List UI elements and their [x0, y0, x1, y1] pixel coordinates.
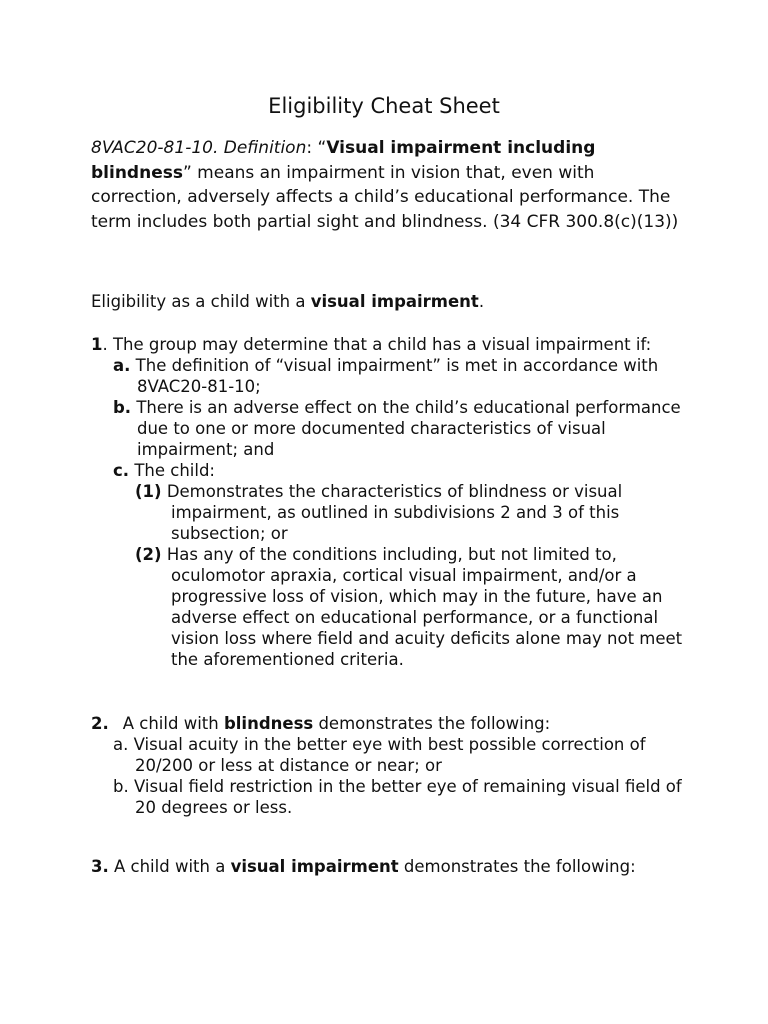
section-2-post: demonstrates the following: — [313, 714, 551, 733]
section-2-number: 2. — [91, 714, 109, 733]
section-1-subitem-1 — [135, 481, 691, 544]
section-3-post: demonstrates the following: — [398, 857, 636, 876]
page-title: Eligibility Cheat Sheet — [268, 94, 500, 118]
section-1 — [91, 334, 691, 670]
section-2 — [91, 713, 691, 818]
definition-colon: : — [306, 138, 318, 158]
section-2-lead — [91, 713, 691, 734]
eligibility-intro-end: . — [478, 292, 485, 311]
section-1-text: . The group may determine that a child has a visual impairment if: — [102, 335, 652, 354]
item-text: The definition of “visual impairment” is met in accordance with 8VAC20-81-10; — [135, 356, 659, 396]
section-1-item-a — [113, 355, 691, 397]
item-text: Visual acuity in the better eye with best possible correction of 20/200 or less at distance or near; or — [133, 735, 646, 775]
item-label: b. — [113, 398, 132, 417]
subitem-text: Demonstrates the characteristics of blindness or visual impairment, as outlined in subdivisions 2 and 3 of this subsection; or — [166, 482, 623, 543]
definition-paragraph — [91, 136, 681, 234]
section-3-pre: A child with a — [108, 857, 231, 876]
item-text: The child: — [134, 461, 215, 480]
definition-citation: 8VAC20-81-10. Definition — [91, 138, 307, 158]
definition-term: Visual impairment including blindness — [91, 138, 596, 183]
item-text: Visual field restriction in the better eye of remaining visual field of 20 degrees or less. — [133, 777, 682, 817]
eligibility-intro — [91, 291, 691, 312]
section-2-pre: A child with — [122, 714, 224, 733]
item-label: a. — [113, 735, 129, 754]
definition-text: ” means an impairment in vision that, even with correction, adversely affects a child’s educational performance. The term includes both partial sight and blindness. (34 CFR 300.8(c)(13)) — [91, 162, 679, 232]
section-1-number: 1 — [91, 335, 103, 354]
section-1-subitem-2 — [135, 544, 691, 670]
subitem-label: (1) — [135, 482, 162, 501]
section-2-item-a — [113, 734, 691, 776]
eligibility-intro-text: Eligibility as a child with a — [91, 292, 311, 311]
definition-open-quote: “ — [317, 138, 327, 158]
section-3 — [91, 856, 691, 877]
section-3-number: 3. — [91, 857, 109, 876]
item-text: There is an adverse effect on the child’s educational performance due to one or more documented characteristics of visual impairment; and — [136, 398, 681, 459]
item-label: b. — [113, 777, 129, 796]
item-label: a. — [113, 356, 131, 375]
subitem-label: (2) — [135, 545, 162, 564]
section-3-bold: visual impairment — [230, 857, 399, 876]
section-1-lead — [91, 334, 691, 355]
eligibility-intro-bold: visual impairment — [310, 292, 479, 311]
section-1-item-c — [113, 460, 691, 481]
section-2-bold: blindness — [223, 714, 314, 733]
section-1-item-b — [113, 397, 691, 460]
subitem-text: Has any of the conditions including, but not limited to, oculomotor apraxia, cortical visual impairment, and/or a progressive loss of vision, which may in the future, have an adverse effect on educational performance, or a functional vision loss where field and acuity deficits alone may not meet the aforementioned criteria. — [166, 545, 683, 669]
item-label: c. — [113, 461, 130, 480]
section-2-item-b — [113, 776, 691, 818]
